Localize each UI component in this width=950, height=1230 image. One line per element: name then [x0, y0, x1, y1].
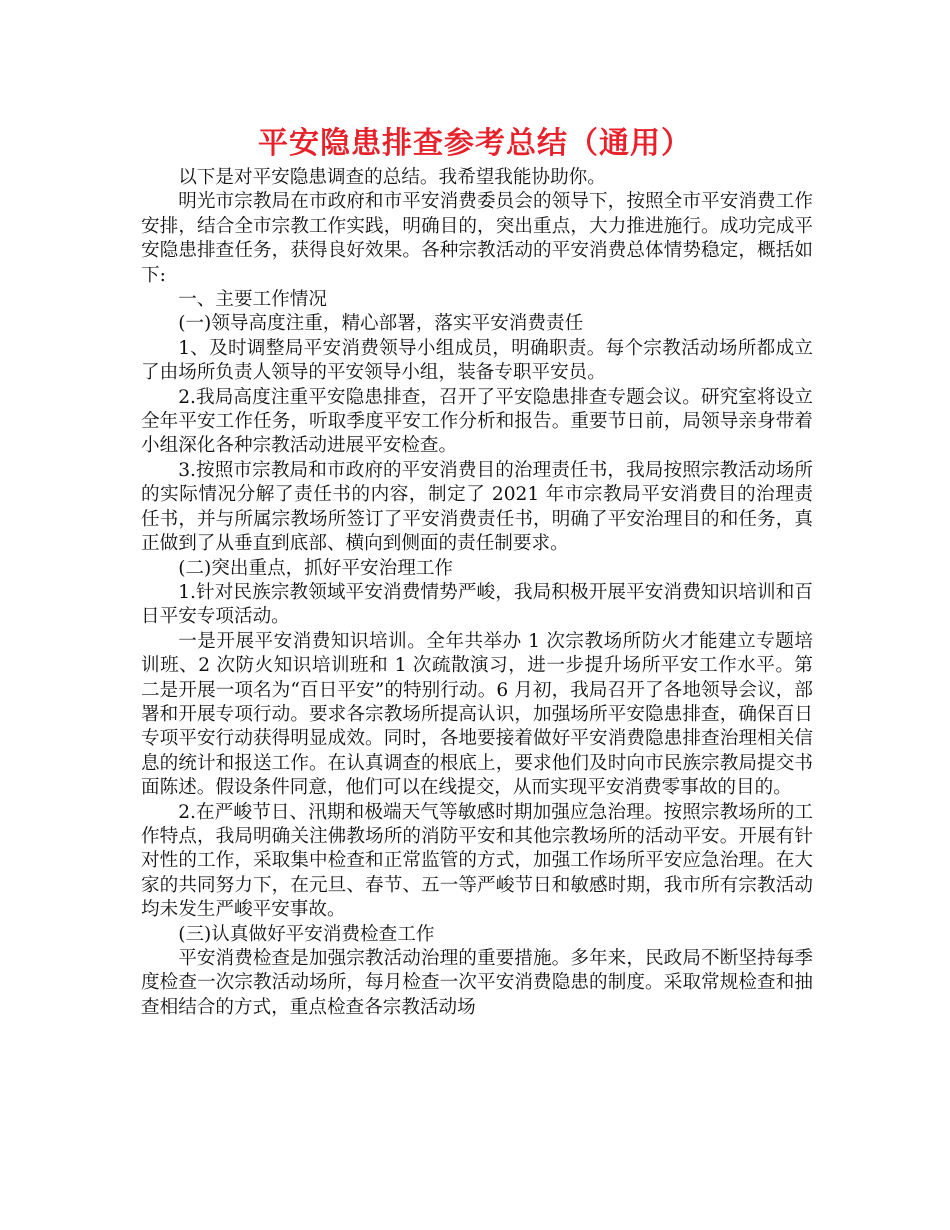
paragraph: 一是开展平安消费知识培训。全年共举办 1 次宗教场所防火才能建立专题培训班、2 次防火知识培训班和 1 次疏散演习，进一步提升场所平安工作水平。第二是开展一项名为“百日平安”的特别行动。6 月初，我局召开了各地领导会议，部署和开展专项行动。要求各宗教场所提高认识，加强场所平安隐患排查，确保百日专项平安行动获得明显成效。同时，各地要接着做好平安消费隐患排查治理相关信息的统计和报送工作。在认真调查的根底上，要求他们及时向市民族宗教局提交书面陈述。假设条件同意，他们可以在线提交，从而实现平安消费零事故的目的。	[141, 630, 813, 799]
paragraph: 平安消费检查是加强宗教活动治理的重要措施。多年来，民政局不断坚持每季度检查一次宗教活动场所，每月检查一次平安消费隐患的制度。采取常规检查和抽查相结合的方式，重点检查各宗教活动场	[141, 948, 813, 1018]
paragraph-intro: 以下是对平安隐患调查的总结。我希望我能协助你。	[178, 167, 606, 188]
document-body	[141, 166, 813, 1020]
paragraph-overview: 明光市宗教局在市政府和市平安消费委员会的领导下，按照全市平安消费工作安排，结合全市宗教工作实践，明确目的，突出重点，大力推进施行。成功完成平安隐患排查任务，获得良好效果。各种宗教活动的平安消费总体情势稳定，概括如下:	[141, 191, 813, 286]
document-title: 平安隐患排查参考总结（通用）	[258, 126, 692, 161]
paragraph: 3.按照市宗教局和市政府的平安消费目的治理责任书，我局按照宗教活动场所的实际情况分解了责任书的内容，制定了 2021 年市宗教局平安消费目的治理责任书，并与所属宗教场所签订了平安消费责任书，明确了平安治理目的和任务，真正做到了从垂直到底部、横向到侧面的责任制要求。	[141, 459, 813, 555]
subsection-heading-3: (三)认真做好平安消费检查工作	[178, 923, 435, 945]
paragraph: 1.针对民族宗教领域平安消费情势严峻，我局积极开展平安消费知识培训和百日平安专项活动。	[141, 581, 813, 628]
section-heading-main-work: 一、主要工作情况	[178, 289, 327, 311]
subsection-heading-1: (一)领导高度注重，精心部署，落实平安消费责任	[178, 313, 584, 335]
paragraph: 2.我局高度注重平安隐患排查，召开了平安隐患排查专题会议。研究室将设立全年平安工作任务，听取季度平安工作分析和报告。重要节日前，局领导亲身带着小组深化各种宗教活动进展平安检查。	[141, 386, 813, 457]
subsection-heading-2: (二)突出重点，抓好平安治理工作	[178, 557, 454, 579]
paragraph: 2.在严峻节日、汛期和极端天气等敏感时期加强应急治理。按照宗教场所的工作特点，我局明确关注佛教场所的消防平安和其他宗教场所的活动平安。开展有针对性的工作，采取集中检查和正常监管的方式，加强工作场所平安应急治理。在大家的共同努力下，在元旦、春节、五一等严峻节日和敏感时期，我市所有宗教活动均未发生严峻平安事故。	[141, 801, 813, 921]
paragraph: 1、及时调整局平安消费领导小组成员，明确职责。每个宗教活动场所都成立了由场所负责人领导的平安领导小组，装备专职平安员。	[141, 337, 813, 384]
